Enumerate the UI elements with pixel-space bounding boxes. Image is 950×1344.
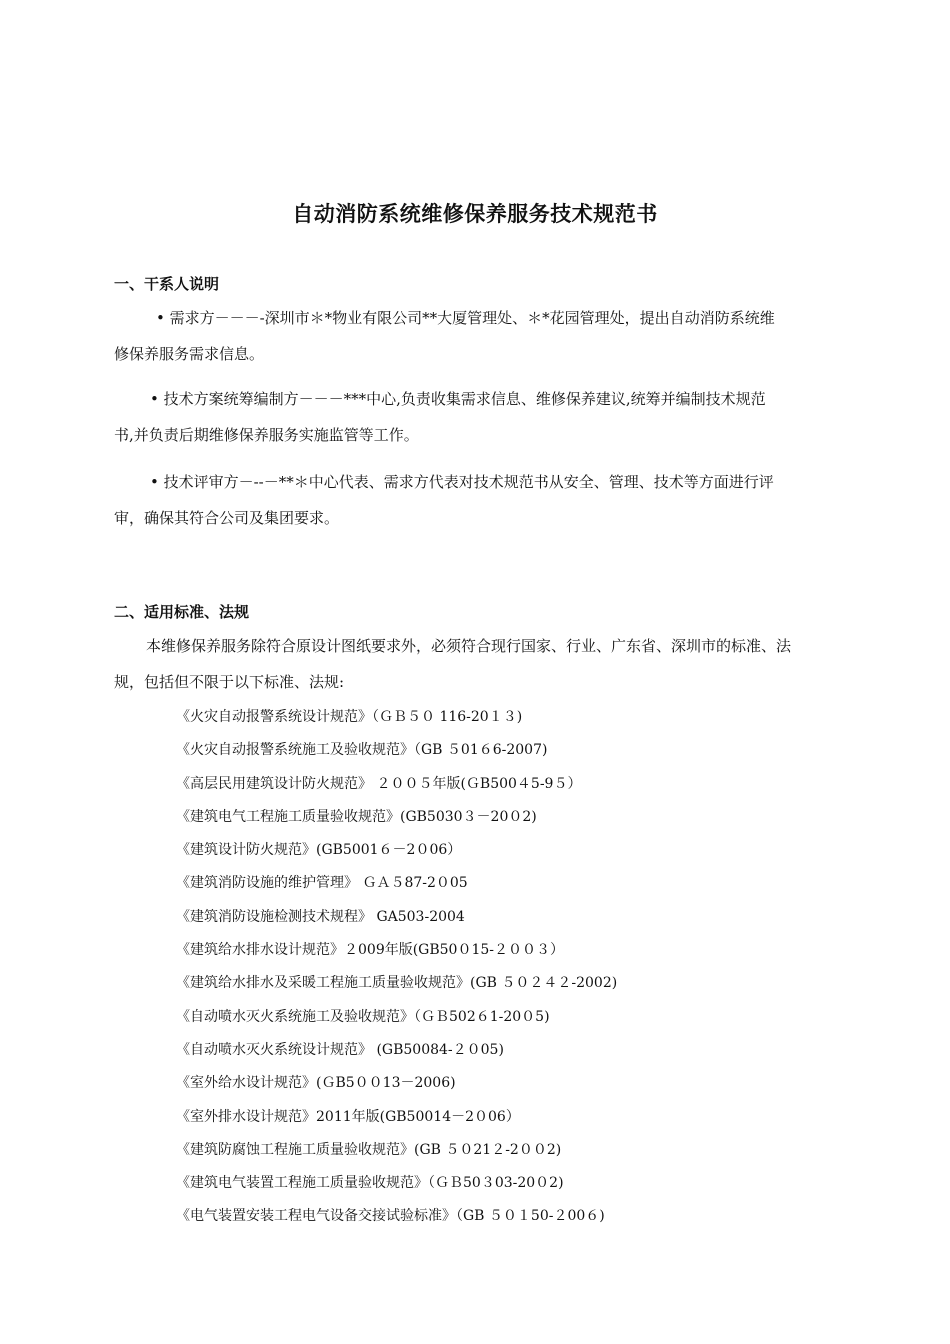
standard-item: 《建筑电气工程施工质量验收规范》(GB5030３－20０2) bbox=[176, 808, 537, 825]
paragraph-line: 本维修保养服务除符合原设计图纸要求外，必须符合现行国家、行业、广东省、深圳市的标准、法 bbox=[146, 637, 792, 655]
standard-item: 《自动喷水灭火系统设计规范》 (GB50084-２０05) bbox=[176, 1041, 504, 1058]
standard-item: 《建筑消防设施的维护管理》 ＧＡ５87-2０05 bbox=[176, 875, 468, 892]
paragraph-line: 规，包括但不限于以下标准、法规: bbox=[114, 673, 345, 691]
paragraph-line: 修保养服务需求信息。 bbox=[114, 345, 265, 363]
section-heading-standards: 二、适用标准、法规 bbox=[114, 603, 250, 621]
paragraph-line: • 技术方案统筹编制方－－－***中心,负责收集需求信息、维修保养建议,统筹并编制技术规范 bbox=[150, 390, 766, 408]
paragraph-line: 书,并负责后期维修保养服务实施监管等工作。 bbox=[114, 426, 419, 444]
document-title: 自动消防系统维修保养服务技术规范书 bbox=[292, 202, 658, 226]
standard-item: 《火灾自动报警系统设计规范》（ＧＢ５０ 116-20１３) bbox=[176, 709, 523, 725]
stakeholder-paragraph-planner bbox=[114, 381, 838, 453]
standard-item: 《建筑防腐蚀工程施工质量验收规范》(GB ５０21２-2００2) bbox=[176, 1141, 562, 1158]
standard-item: 《室外给水设计规范》(ＧB5００13－2006) bbox=[176, 1075, 456, 1092]
stakeholder-paragraph-demand bbox=[114, 300, 838, 372]
standard-item: 《建筑设计防火规范》(GB5001６－2０06） bbox=[176, 842, 462, 859]
standard-item: 《自动喷水灭火系统施工及验收规范》（ＧＢ502６1-20０5) bbox=[176, 1008, 550, 1025]
standards-list bbox=[176, 703, 617, 1236]
paragraph-line: • 需求方－－－-深圳市＊*物业有限公司**大厦管理处、＊*花园管理处，提出自动消防系统维 bbox=[156, 309, 775, 327]
standard-item: 《室外排水设计规范》2011年版(GB50014－2０06） bbox=[176, 1108, 520, 1125]
standard-item: 《建筑电气装置工程施工质量验收规范》（ＧＢ50３03-20０2) bbox=[176, 1175, 564, 1192]
paragraph-line: 审，确保其符合公司及集团要求。 bbox=[114, 509, 340, 527]
section-heading-stakeholders: 一、干系人说明 bbox=[114, 275, 220, 293]
standard-item: 《电气装置安装工程电气设备交接试验标准》（GB ５０１50-２00６) bbox=[176, 1208, 605, 1225]
stakeholder-paragraph-reviewer bbox=[114, 464, 838, 536]
standards-intro-paragraph bbox=[114, 628, 838, 700]
standard-item: 《建筑给水排水设计规范》２009年版(GB50０15-２００３） bbox=[176, 942, 565, 959]
standard-item: 《建筑消防设施检测技术规程》 GA503-2004 bbox=[176, 908, 465, 925]
standard-item: 《高层民用建筑设计防火规范》 ２００５年版(ＧB500４5-9５） bbox=[176, 775, 582, 792]
paragraph-line: • 技术评审方－--－**＊中心代表、需求方代表对技术规范书从安全、管理、技术等方面进行评 bbox=[150, 473, 774, 491]
standard-item: 《火灾自动报警系统施工及验收规范》（GB ５01６6-2007) bbox=[176, 742, 548, 759]
standard-item: 《建筑给水排水及采暖工程施工质量验收规范》(GB ５０２４２-2002) bbox=[176, 975, 618, 992]
